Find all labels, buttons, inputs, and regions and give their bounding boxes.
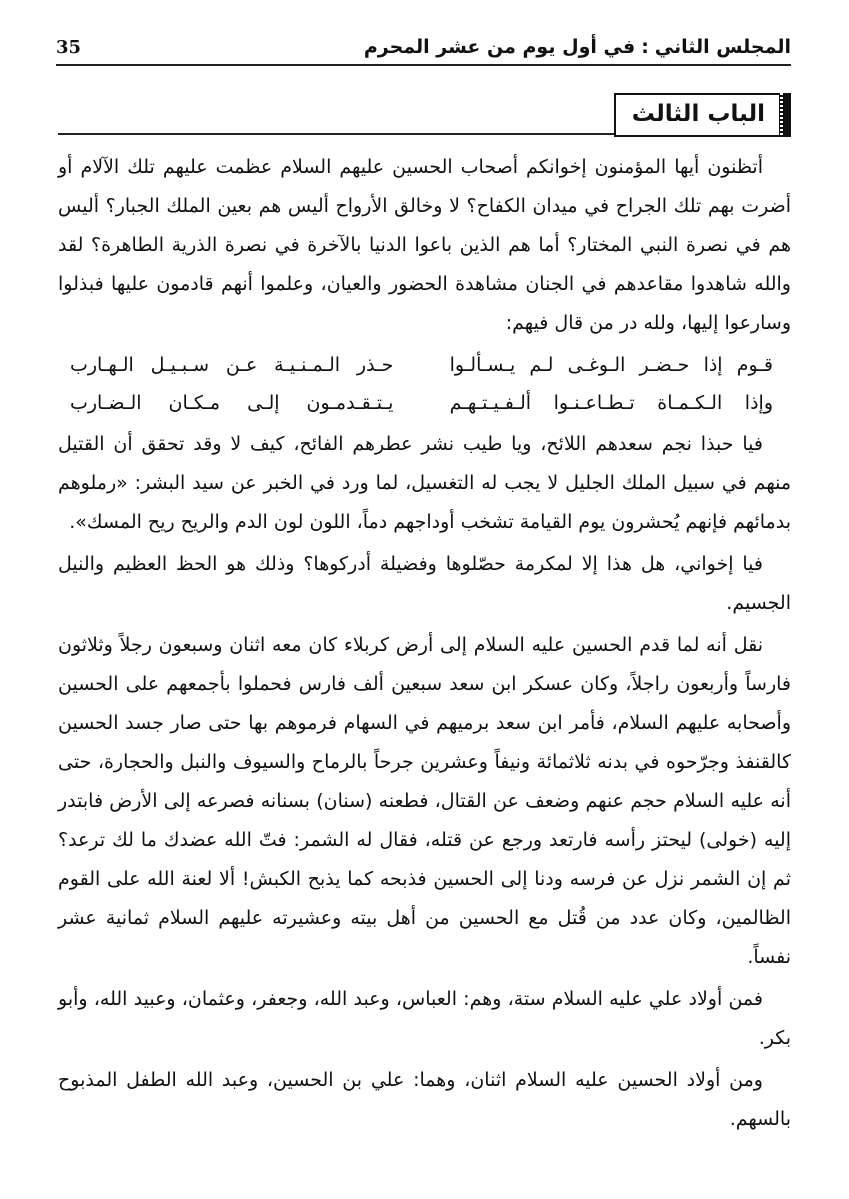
poem-verse-1 <box>58 346 791 384</box>
chapter-rule <box>58 95 614 135</box>
running-title-part2: في أول يوم من عشر المحرم <box>363 36 636 58</box>
running-title-part1: المجلس الثاني <box>654 36 791 58</box>
verse-1-second-hemistich: حـذر الـمـنـيـة عـن سـبـيـل الـهـارب <box>70 354 394 376</box>
chapter-heading <box>58 93 791 137</box>
paragraph-2: فيا حبذا نجم سعدهم اللائح، ويا طيب نشر عطرهم الفائح، كيف لا وقد تحقق أن القتيل منهم في سبيل الملك الجليل لا يجب له التغسيل، لما ورد في الخبر عن سيد البشر: «رملوهم بدمائهم فإنهم يُحشرون يوم القيامة تشخب أوداجهم دماً، اللون لون الدم والريح ريح المسك». <box>58 433 791 533</box>
body-text <box>58 148 791 1142</box>
chapter-title: الباب الثالث <box>614 93 791 137</box>
running-title-separator: : <box>641 36 649 58</box>
running-title <box>364 36 791 58</box>
page-number: 35 <box>56 36 82 58</box>
paragraph-1: أتظنون أيها المؤمنون إخوانكم أصحاب الحسين عليهم السلام عظمت عليهم تلك الآلام أو أضرت بهم تلك الجراح في ميدان الكفاح؟ لا وخالق الأرواح أليس هم بعين الملك الجبار؟ أليس هم في نصرة النبي المختار؟ أما هم الذين باعوا الدنيا بالآخرة في نصرة الذرية الطاهرة؟ لقد والله شاهدوا مقاعدهم في الجنان مشاهدة الحضور والعيان، وعلموا أنهم قادمون عليها فبذلوا وسارعوا إليها، ولله در من قال فيهم: <box>58 156 791 334</box>
verse-1-first-hemistich: قـوم إذا حـضـر الـوغـى لـم يـسـألـوا <box>449 354 773 376</box>
paragraph-4: نقل أنه لما قدم الحسين عليه السلام إلى أرض كربلاء كان معه اثنان وسبعون رجلاً وثلاثون فارساً وأربعون راجلاً، وكان عسكر ابن سعد سبعين ألف فارس فحملوا بأجمعهم على الحسين وأصحابه عليهم السلام، فأمر ابن سعد برميهم في السهام فرموهم بها حتى صار جسد الحسين كالقنفذ وجرّحوه في بدنه ثلاثمائة ونيفاً وعشرين جرحاً بالرماح والسيوف والنبل والحجارة، حتى أنه عليه السلام حجم عنهم وضعف عن القتال، فطعنه (سنان) بسنانه فصرعه إلى الأرض فابتدر إليه (خولى) ليحتز رأسه فارتعد ورجع عن قتله، فقال له الشمر: فتّ الله عضدك ما لك ترعد؟ ثم إن الشمر نزل عن فرسه ودنا إلى الحسين فذبحه كما يذبح الكبش! ألا لعنة الله على القوم الظالمين، وكان عدد من قُتل مع الحسين من أهل بيته وعشيرته عليهم السلام ثمانية عشر نفساً. <box>58 634 791 968</box>
running-header <box>56 30 791 66</box>
verse-2-first-hemistich: وإذا الـكـمـاة تـطـاعـنـوا ألـفـيـتـهـم <box>449 392 773 414</box>
paragraph-5: فمن أولاد علي عليه السلام ستة، وهم: العباس، وعبد الله، وجعفر، وعثمان، وعبيد الله، وأبو بكر. <box>58 988 791 1049</box>
poem <box>58 346 791 422</box>
paragraph-6: ومن أولاد الحسين عليه السلام اثنان، وهما: علي بن الحسين، وعبد الله الطفل المذبوح بالسهم. <box>58 1069 791 1130</box>
poem-verse-2 <box>58 384 791 422</box>
verse-2-second-hemistich: يـتـقـدمـون إلـى مـكـان الـضـارب <box>70 392 394 414</box>
paragraph-3: فيا إخواني، هل هذا إلا لمكرمة حصّلوها وفضيلة أدركوها؟ وذلك هو الحظ العظيم والنيل الجسيم. <box>58 553 791 614</box>
